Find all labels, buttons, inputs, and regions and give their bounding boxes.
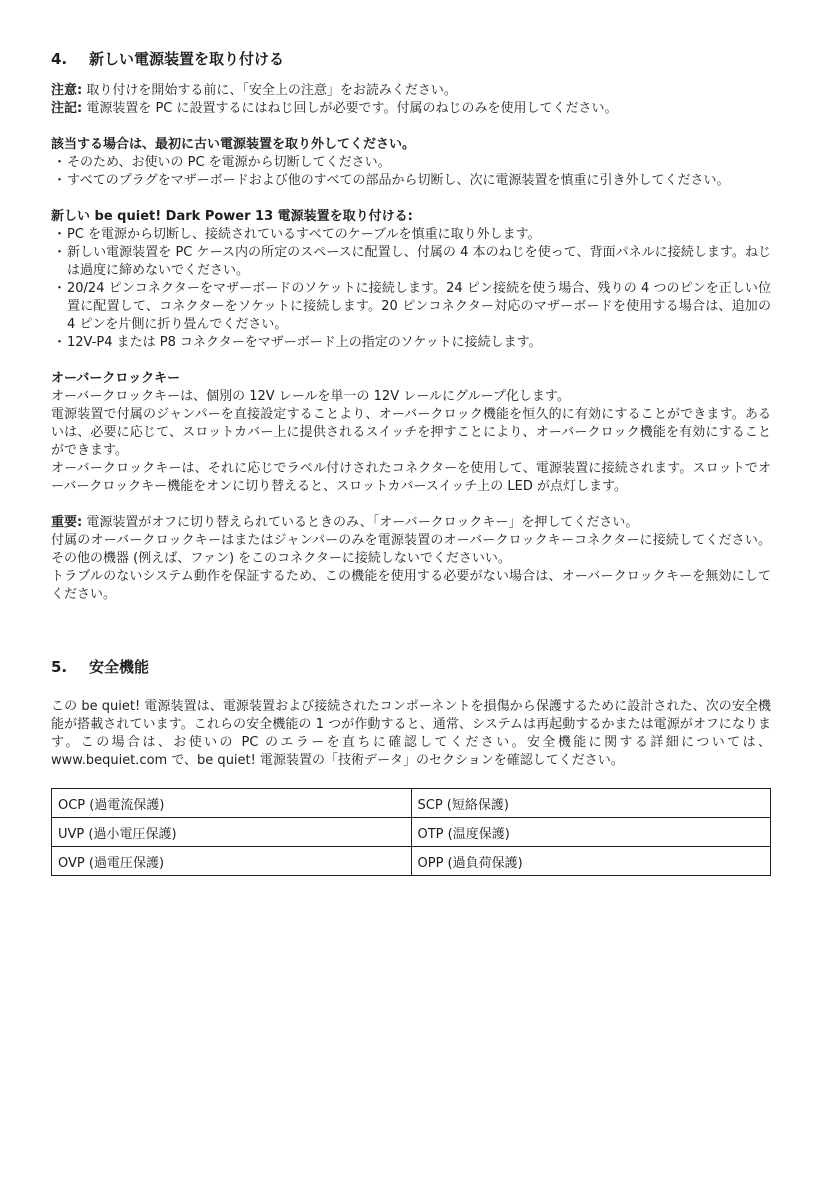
section-number: 5. [51,658,68,676]
section-4-title [51,46,771,72]
remove-old-heading: 該当する場合は、最初に古い電源装置を取り外してください。 [51,137,416,152]
important-label: 重要: [51,515,83,530]
install-new-heading: 新しい be quiet! Dark Power 13 電源装置を取り付ける: [51,209,413,224]
list-item: ・ 新しい電源装置を PC ケース内の所定のスペースに配置し、付属の 4 本のねじを使って、背面パネルに接続します。ねじは過度に締めないでください。 [53,245,771,278]
caution-text: 取り付けを開始する前に、「安全上の注意」をお読みください。 [82,83,457,98]
important-note [51,514,771,532]
important-paragraph: トラブルのないシステム動作を保証するため、この機能を使用する必要がない場合は、オーバークロックキーを無効にしてください。 [51,569,771,602]
section-number: 4. [51,50,68,68]
table-row [52,818,771,847]
table-row [52,847,771,876]
table-row [52,789,771,818]
overclock-paragraph: オーバークロックキーは、それに応じでラベル付けされたコネクターを使用して、電源装置に接続されます。スロットでオーバークロックキー機能をオンに切り替えると、スロットカバースイッチ上の LED が点灯します。 [51,461,771,494]
list-item: ・ PC を電源から切断し、接続されているすべてのケーブルを慎重に取り外します。 [53,227,541,242]
manual-page [51,46,771,876]
table-cell: OCP (過電流保護) [52,789,412,818]
table-cell: OVP (過電圧保護) [52,847,412,876]
overclock-paragraph: オーバークロックキーは、個別の 12V レールを単一の 12V レールにグループ化します。 [51,389,570,404]
overclock-paragraph: 電源装置で付属のジャンパーを直接設定することより、オーバークロック機能を恒久的に有効にすることができます。あるいは、必要に応じて、スロットカバー上に提供されるスイッチを押すことにより、オーバークロック機能を有効にすることができます。 [51,407,771,458]
table-cell: UVP (過小電圧保護) [52,818,412,847]
important-paragraph: 付属のオーバークロックキーはまたはジャンパーのみを電源装置のオーバークロックキーコネクターに接続してください。その他の機器 (例えば、ファン) をこのコネクターに接続しないでくださいい。 [51,533,771,566]
remark-text: 電源装置を PC に設置するにはねじ回しが必要です。付属のねじのみを使用してください。 [82,101,618,116]
section-title-text: 新しい電源装置を取り付ける [89,50,285,68]
list-item: ・ 12V-P4 または P8 コネクターをマザーボード上の指定のソケットに接続します。 [53,335,542,350]
section-title-text: 安全機能 [89,658,150,676]
safety-intro: この be quiet! 電源装置は、電源装置および接続されたコンポーネントを損傷から保護するために設計された、次の安全機能が搭載されています。これらの安全機能の 1 つが作動すると、通常、システムは再起動するかまたは電源がオフになります。この場合は、お使いの PC のエラーを直ちに確認してください。安全機能に関する詳細については、www.bequiet.com で、be quiet! 電源装置の「技術データ」のセクションを確認してください。 [51,699,771,768]
caution-label: 注意: [51,83,83,98]
caution-note [51,82,771,100]
list-item: ・ そのため、お使いの PC を電源から切断してください。 [53,155,391,170]
important-text: 電源装置がオフに切り替えられているときのみ、「オーバークロックキー」を押してください。 [82,515,639,530]
remark-note [51,100,771,118]
table-cell: SCP (短絡保護) [411,789,771,818]
install-new-list [51,226,771,352]
remark-label: 注記: [51,101,83,116]
overclock-heading: オーバークロックキー [51,371,181,386]
list-item: ・ 20/24 ピンコネクターをマザーボードのソケットに接続します。24 ピン接続を使う場合、残りの 4 つのピンを正しい位置に配置して、コネクターをソケットに接続します。20 ピンコネクター対応のマザーボードを使用する場合は、追加の 4 ピンを片側に折り畳んでください。 [53,281,771,332]
table-cell: OPP (過負荷保護) [411,847,771,876]
remove-old-list [51,154,771,190]
table-cell: OTP (温度保護) [411,818,771,847]
list-item: ・ すべてのプラグをマザーボードおよび他のすべての部品から切断し、次に電源装置を慎重に引き外してください。 [53,173,730,188]
safety-features-table [51,788,771,876]
section-5-title [51,654,771,680]
